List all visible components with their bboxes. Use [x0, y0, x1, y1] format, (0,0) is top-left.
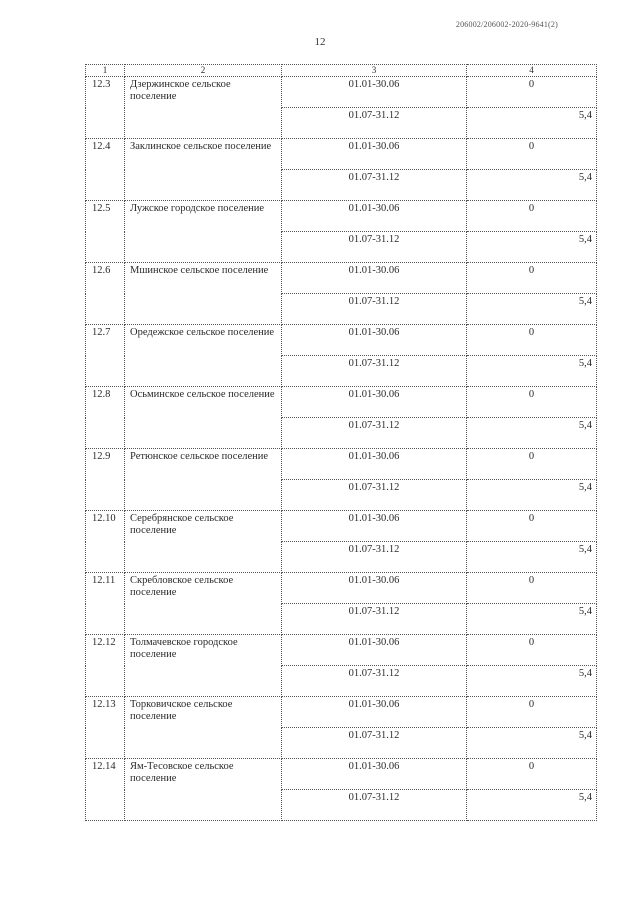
period-second-half: 01.07-31.12 — [282, 542, 467, 573]
value-first-half: 0 — [467, 263, 597, 294]
table-row — [86, 201, 597, 232]
row-number: 12.7 — [86, 325, 125, 387]
table-row — [86, 139, 597, 170]
value-first-half: 0 — [467, 759, 597, 790]
value-first-half: 0 — [467, 573, 597, 604]
row-number: 12.9 — [86, 449, 125, 511]
row-number: 12.4 — [86, 139, 125, 201]
row-number: 12.12 — [86, 635, 125, 697]
table-row — [86, 759, 597, 790]
period-second-half: 01.07-31.12 — [282, 728, 467, 759]
value-first-half: 0 — [467, 449, 597, 480]
row-number: 12.11 — [86, 573, 125, 635]
period-first-half: 01.01-30.06 — [282, 263, 467, 294]
period-first-half: 01.01-30.06 — [282, 449, 467, 480]
settlement-name: Осьминское сельское поселение — [125, 387, 282, 449]
value-first-half: 0 — [467, 635, 597, 666]
period-second-half: 01.07-31.12 — [282, 356, 467, 387]
row-number: 12.13 — [86, 697, 125, 759]
period-first-half: 01.01-30.06 — [282, 201, 467, 232]
period-second-half: 01.07-31.12 — [282, 170, 467, 201]
value-second-half: 5,4 — [467, 728, 597, 759]
period-first-half: 01.01-30.06 — [282, 387, 467, 418]
value-second-half: 5,4 — [467, 232, 597, 263]
value-first-half: 0 — [467, 201, 597, 232]
row-number: 12.5 — [86, 201, 125, 263]
header-cell: 1 — [86, 65, 125, 77]
row-number: 12.6 — [86, 263, 125, 325]
period-second-half: 01.07-31.12 — [282, 108, 467, 139]
row-number: 12.8 — [86, 387, 125, 449]
table-header-row — [86, 65, 597, 77]
value-second-half: 5,4 — [467, 790, 597, 821]
value-second-half: 5,4 — [467, 356, 597, 387]
value-second-half: 5,4 — [467, 294, 597, 325]
value-first-half: 0 — [467, 77, 597, 108]
period-first-half: 01.01-30.06 — [282, 139, 467, 170]
value-first-half: 0 — [467, 697, 597, 728]
period-first-half: 01.01-30.06 — [282, 635, 467, 666]
table-row — [86, 325, 597, 356]
settlement-name: Торковичское сельское поселение — [125, 697, 282, 759]
table-row — [86, 697, 597, 728]
value-second-half: 5,4 — [467, 170, 597, 201]
row-number: 12.14 — [86, 759, 125, 821]
value-first-half: 0 — [467, 511, 597, 542]
table-row — [86, 387, 597, 418]
period-first-half: 01.01-30.06 — [282, 77, 467, 108]
header-cell: 4 — [467, 65, 597, 77]
row-number: 12.3 — [86, 77, 125, 139]
settlement-name: Дзержинское сельское поселение — [125, 77, 282, 139]
period-second-half: 01.07-31.12 — [282, 418, 467, 449]
value-second-half: 5,4 — [467, 480, 597, 511]
value-first-half: 0 — [467, 325, 597, 356]
document-id: 206002/206002-2020-9641(2) — [455, 20, 558, 29]
table-row — [86, 77, 597, 108]
value-first-half: 0 — [467, 387, 597, 418]
period-second-half: 01.07-31.12 — [282, 604, 467, 635]
page-number: 12 — [314, 36, 326, 48]
period-first-half: 01.01-30.06 — [282, 511, 467, 542]
header-cell: 3 — [282, 65, 467, 77]
period-first-half: 01.01-30.06 — [282, 759, 467, 790]
period-second-half: 01.07-31.12 — [282, 666, 467, 697]
value-second-half: 5,4 — [467, 542, 597, 573]
settlement-name: Лужское городское поселение — [125, 201, 282, 263]
settlement-name: Скребловское сельское поселение — [125, 573, 282, 635]
table-row — [86, 511, 597, 542]
period-first-half: 01.01-30.06 — [282, 325, 467, 356]
table-row — [86, 635, 597, 666]
table-row — [86, 449, 597, 480]
period-second-half: 01.07-31.12 — [282, 294, 467, 325]
period-second-half: 01.07-31.12 — [282, 232, 467, 263]
table-row — [86, 263, 597, 294]
value-first-half: 0 — [467, 139, 597, 170]
settlement-name: Ям-Тесовское сельское поселение — [125, 759, 282, 821]
settlement-name: Оредежское сельское поселение — [125, 325, 282, 387]
value-second-half: 5,4 — [467, 666, 597, 697]
settlement-name: Серебрянское сельское поселение — [125, 511, 282, 573]
period-second-half: 01.07-31.12 — [282, 790, 467, 821]
settlement-name: Ретюнское сельское поселение — [125, 449, 282, 511]
table-row — [86, 573, 597, 604]
header-cell: 2 — [125, 65, 282, 77]
period-first-half: 01.01-30.06 — [282, 573, 467, 604]
value-second-half: 5,4 — [467, 418, 597, 449]
value-second-half: 5,4 — [467, 108, 597, 139]
period-first-half: 01.01-30.06 — [282, 697, 467, 728]
period-second-half: 01.07-31.12 — [282, 480, 467, 511]
settlement-name: Толмачевское городское поселение — [125, 635, 282, 697]
tariff-table — [85, 64, 597, 821]
settlement-name: Заклинское сельское поселение — [125, 139, 282, 201]
value-second-half: 5,4 — [467, 604, 597, 635]
settlement-name: Мшинское сельское поселение — [125, 263, 282, 325]
row-number: 12.10 — [86, 511, 125, 573]
